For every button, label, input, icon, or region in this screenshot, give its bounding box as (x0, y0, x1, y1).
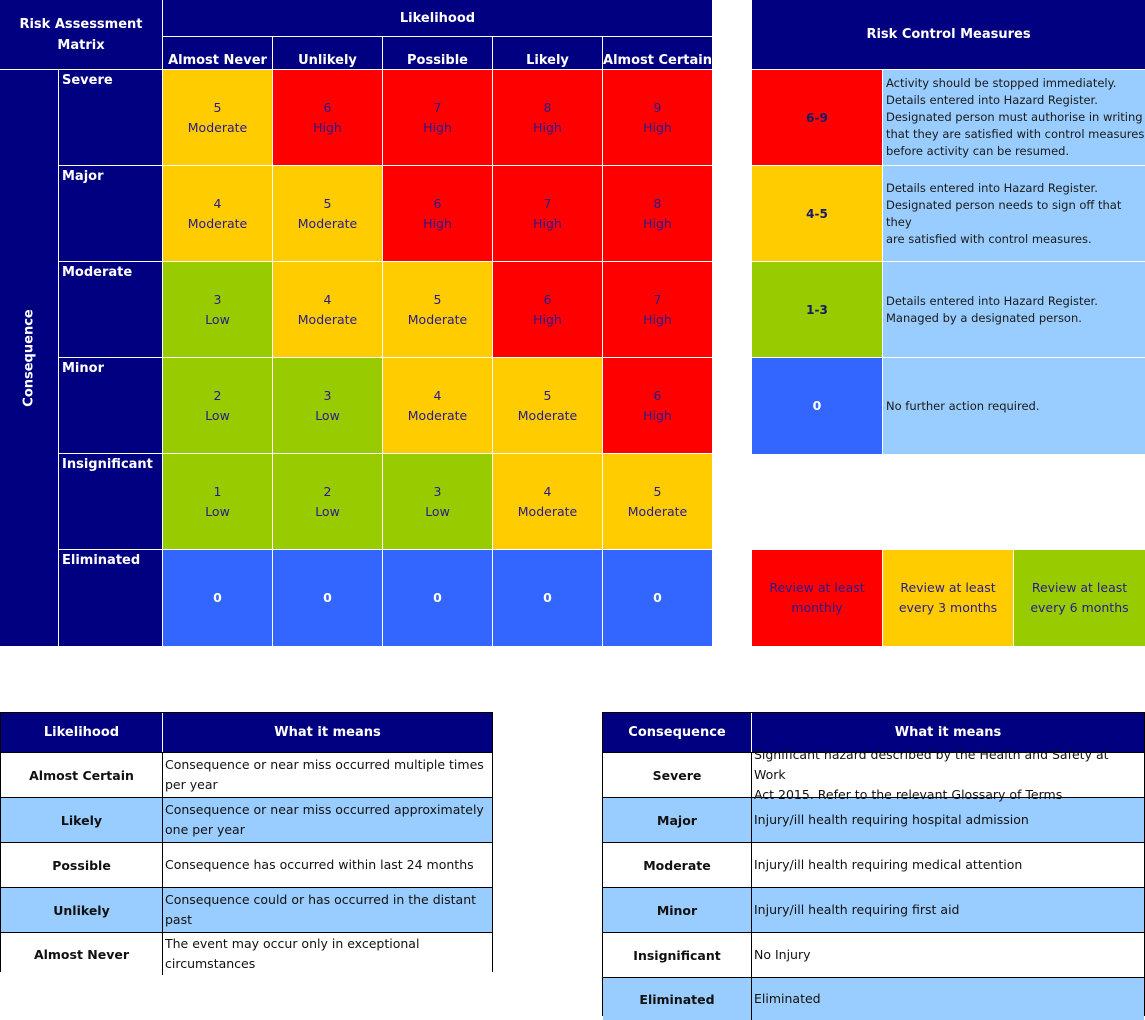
matrix-cell (163, 550, 273, 646)
meaning-line: circumstances (165, 956, 256, 971)
review-3-months (883, 550, 1014, 646)
likelihood-name: Possible (1, 843, 163, 887)
cell-level: Low (205, 503, 230, 519)
likelihood-table-header-name: Likelihood (1, 713, 163, 752)
range-label: 1-3 (806, 302, 828, 317)
cell-level: High (533, 119, 562, 135)
cell-level: High (643, 215, 672, 231)
cell-score: 5 (323, 195, 332, 211)
range-label: 4-5 (806, 206, 828, 221)
measure-line: Details entered into Hazard Register. (886, 293, 1098, 308)
cell-score: 2 (213, 387, 222, 403)
likelihood-name: Almost Certain (1, 753, 163, 797)
table-row (1, 752, 492, 797)
consequence-table-header-name: Consequence (603, 713, 752, 752)
matrix-cell (603, 70, 712, 166)
row-label-minor: Minor (59, 358, 163, 454)
cell-level: High (423, 119, 452, 135)
cell-score: 4 (543, 483, 552, 499)
matrix-cell (493, 358, 603, 454)
cell-level: High (643, 119, 672, 135)
matrix-cell (163, 70, 273, 166)
cell-score: 8 (653, 195, 662, 211)
matrix-cell (273, 454, 383, 550)
measure-line: Activity should be stopped immediately. (886, 76, 1117, 90)
table-row (603, 747, 1144, 802)
matrix-cell (163, 358, 273, 454)
table-row (1, 797, 492, 842)
meaning-line: Significant hazard described by the Health and Safety at Work (753, 747, 1109, 782)
likelihood-header: Likelihood (163, 0, 712, 37)
cell-level: Low (425, 503, 450, 519)
cell-score: 4 (213, 195, 222, 211)
control-measure-high (883, 70, 1145, 166)
control-measure-low (883, 262, 1145, 358)
cell-score: 6 (543, 291, 552, 307)
review-6-months (1014, 550, 1145, 646)
consequence-name: Eliminated (603, 978, 752, 1020)
matrix-cell (383, 166, 493, 262)
matrix-cell (493, 550, 603, 646)
measure-line: before activity can be resumed. (886, 144, 1070, 158)
review-line: Review at least (900, 580, 996, 595)
cell-level: Moderate (297, 215, 358, 231)
consequence-name: Severe (603, 753, 752, 797)
matrix-cell (163, 166, 273, 262)
table-row (1, 842, 492, 887)
cell-score: 2 (323, 483, 332, 499)
matrix-cell (603, 550, 712, 646)
cell-score: 6 (323, 99, 332, 115)
cell-score: 5 (213, 99, 222, 115)
row-label-eliminated: Eliminated (59, 550, 163, 646)
consequence-name: Moderate (603, 843, 752, 887)
matrix-cell (273, 70, 383, 166)
meaning-line: The event may occur only in exceptional (165, 936, 420, 951)
column-header-unlikely: Unlikely (273, 37, 383, 70)
consequence-axis (0, 70, 59, 646)
matrix-cell (603, 166, 712, 262)
cell-score: 7 (433, 99, 442, 115)
matrix-cell (163, 454, 273, 550)
cell-score: 0 (213, 590, 222, 605)
cell-level: High (643, 311, 672, 327)
cell-level: High (533, 311, 562, 327)
measure-line: Details entered into Hazard Register. (886, 180, 1098, 195)
range-high (752, 70, 883, 166)
consequence-name: Insignificant (603, 933, 752, 977)
cell-level: Low (205, 311, 230, 327)
review-monthly (752, 550, 883, 646)
likelihood-table (0, 712, 493, 972)
consequence-axis-label: Consequence (21, 309, 37, 407)
cell-level: Moderate (407, 311, 468, 327)
column-header-likely: Likely (493, 37, 603, 70)
cell-score: 8 (543, 99, 552, 115)
likelihood-name: Unlikely (1, 888, 163, 932)
meaning-line: Injury/ill health requiring hospital admission (754, 812, 1029, 827)
review-line: Review at least (769, 580, 865, 595)
matrix-cell (163, 262, 273, 358)
measure-line: Designated person must authorise in writing (886, 110, 1143, 124)
consequence-name: Minor (603, 888, 752, 932)
matrix-cell (603, 262, 712, 358)
cell-level: Low (205, 407, 230, 423)
control-measures-title: Risk Control Measures (752, 0, 1145, 70)
cell-level: Moderate (407, 407, 468, 423)
cell-level: High (643, 407, 672, 423)
row-label-major: Major (59, 166, 163, 262)
meaning-line: Consequence or near miss occurred approximately (165, 802, 484, 817)
matrix-cell (273, 358, 383, 454)
range-moderate (752, 166, 883, 262)
cell-score: 1 (213, 483, 222, 499)
meaning-line: Injury/ill health requiring medical attention (754, 857, 1023, 872)
matrix-cell (273, 166, 383, 262)
measure-line: No further action required. (886, 398, 1040, 413)
column-header-almost-certain: Almost Certain (603, 37, 712, 70)
review-line: Review at least (1031, 580, 1128, 595)
meaning-line: Act 2015. Refer to the relevant Glossary of Terms (753, 787, 1063, 802)
table-row (603, 932, 1144, 977)
matrix-cell (603, 454, 712, 550)
review-line: every 6 months (1030, 600, 1129, 615)
cell-score: 0 (433, 590, 442, 605)
cell-level: Low (315, 503, 340, 519)
matrix-cell (383, 358, 493, 454)
likelihood-name: Almost Never (1, 933, 163, 975)
likelihood-name: Likely (1, 798, 163, 842)
cell-score: 5 (543, 387, 552, 403)
cell-level: High (533, 215, 562, 231)
cell-score: 6 (433, 195, 442, 211)
matrix-cell (383, 70, 493, 166)
review-line: monthly (791, 600, 843, 615)
matrix-cell (603, 358, 712, 454)
cell-level: Moderate (517, 407, 578, 423)
cell-score: 5 (653, 483, 662, 499)
review-line: every 3 months (898, 600, 998, 615)
measure-line: Details entered into Hazard Register. (886, 93, 1098, 107)
table-row (1, 887, 492, 932)
meaning-line: per year (165, 777, 218, 792)
likelihood-table-header-meaning: What it means (163, 713, 492, 752)
cell-score: 7 (653, 291, 662, 307)
control-measure-moderate (883, 166, 1145, 262)
meaning-line: No Injury (754, 947, 811, 962)
column-header-possible: Possible (383, 37, 493, 70)
cell-score: 3 (213, 291, 222, 307)
table-row (1, 932, 492, 975)
range-label: 6-9 (806, 110, 828, 125)
cell-score: 9 (653, 99, 662, 115)
table-row (603, 977, 1144, 1020)
cell-level: Moderate (187, 215, 248, 231)
cell-level: Moderate (627, 503, 688, 519)
cell-score: 0 (323, 590, 332, 605)
meaning-line: one per year (165, 822, 245, 837)
matrix-cell (383, 454, 493, 550)
meaning-line: Injury/ill health requiring first aid (754, 902, 960, 917)
cell-score: 0 (653, 590, 662, 605)
cell-score: 7 (543, 195, 552, 211)
measure-line: that they are satisfied with control measures (886, 127, 1145, 141)
measure-line: are satisfied with control measures. (886, 231, 1092, 246)
range-label: 0 (812, 398, 822, 413)
cell-score: 3 (323, 387, 332, 403)
table-row (603, 887, 1144, 932)
row-label-insignificant: Insignificant (59, 454, 163, 550)
cell-score: 6 (653, 387, 662, 403)
matrix-title: Risk Assessment Matrix (0, 0, 163, 70)
column-header-almost-never: Almost Never (163, 37, 273, 70)
consequence-table-header-meaning: What it means (752, 713, 1144, 752)
cell-level: High (423, 215, 452, 231)
row-label-severe: Severe (59, 70, 163, 166)
row-label-moderate: Moderate (59, 262, 163, 358)
matrix-cell (493, 166, 603, 262)
range-none (752, 358, 883, 454)
cell-level: High (313, 119, 342, 135)
cell-score: 0 (543, 590, 552, 605)
matrix-cell (493, 454, 603, 550)
matrix-cell (273, 550, 383, 646)
cell-level: Moderate (187, 119, 248, 135)
cell-score: 3 (433, 483, 442, 499)
measure-line: Managed by a designated person. (886, 310, 1082, 325)
cell-level: Moderate (517, 503, 578, 519)
cell-score: 4 (323, 291, 332, 307)
matrix-cell (273, 262, 383, 358)
cell-score: 5 (433, 291, 442, 307)
measure-line: Designated person needs to sign off that they (886, 197, 1122, 229)
consequence-table (602, 712, 1145, 1016)
table-row (603, 842, 1144, 887)
range-low (752, 262, 883, 358)
matrix-cell (493, 262, 603, 358)
meaning-line: Consequence or near miss occurred multiple times (165, 757, 484, 772)
matrix-cell (383, 262, 493, 358)
meaning-line: Eliminated (754, 991, 821, 1006)
matrix-cell (493, 70, 603, 166)
matrix-cell (383, 550, 493, 646)
control-measure-none (883, 358, 1145, 454)
cell-level: Moderate (297, 311, 358, 327)
cell-level: Low (315, 407, 340, 423)
consequence-name: Major (603, 798, 752, 842)
meaning-line: Consequence has occurred within last 24 months (165, 857, 474, 872)
cell-score: 4 (433, 387, 442, 403)
meaning-line: past (165, 912, 193, 927)
meaning-line: Consequence could or has occurred in the distant (165, 892, 477, 907)
